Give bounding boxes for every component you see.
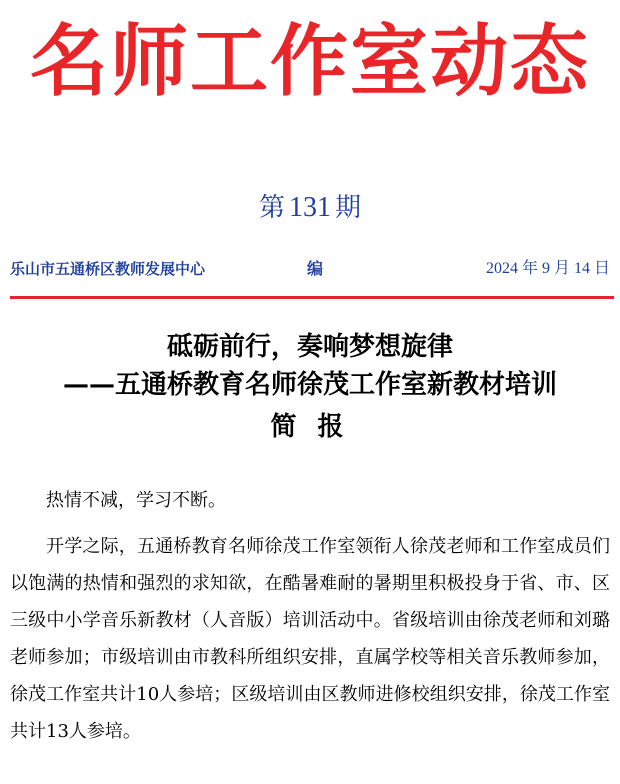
body-paragraph-1: 热情不减，学习不断。 (46, 490, 226, 511)
organization: 乐山市五通桥区教师发展中心 (10, 260, 206, 278)
publication-meta (10, 256, 610, 282)
issue-prefix: 第 (258, 193, 285, 223)
edit-label: 编 (307, 259, 324, 278)
issue-number (0, 188, 620, 228)
title-line-3: 简 报 (270, 412, 350, 442)
red-divider (10, 296, 614, 299)
title-line-1: 砥砺前行，奏响梦想旋律 (166, 332, 453, 362)
body-paragraph-2: 开学之际，五通桥教育名师徐茂工作室领衔人徐茂老师和工作室成员们以饱满的热情和强烈的求知欲，在酷暑难耐的暑期里积极投身于省、市、区三级中小学音乐新教材（人音版）培训活动中。省级培训由徐茂老师和刘璐老师参加；市级培训由市教科所组织安排，直属学校等相关音乐教师参加，徐茂工作室共计10人参培；区级培训由区教师进修校组织安排，徐茂工作室共计13人参培。 (10, 536, 610, 742)
masthead-title: 名师工作室动态 (29, 17, 590, 107)
issue-num: 131 (289, 192, 331, 223)
title-line-2: ——五通桥教育名师徐茂工作室新教材培训 (62, 370, 557, 400)
issue-suffix: 期 (335, 193, 362, 223)
publish-date: 2024 年 9 月 14 日 (485, 260, 610, 277)
